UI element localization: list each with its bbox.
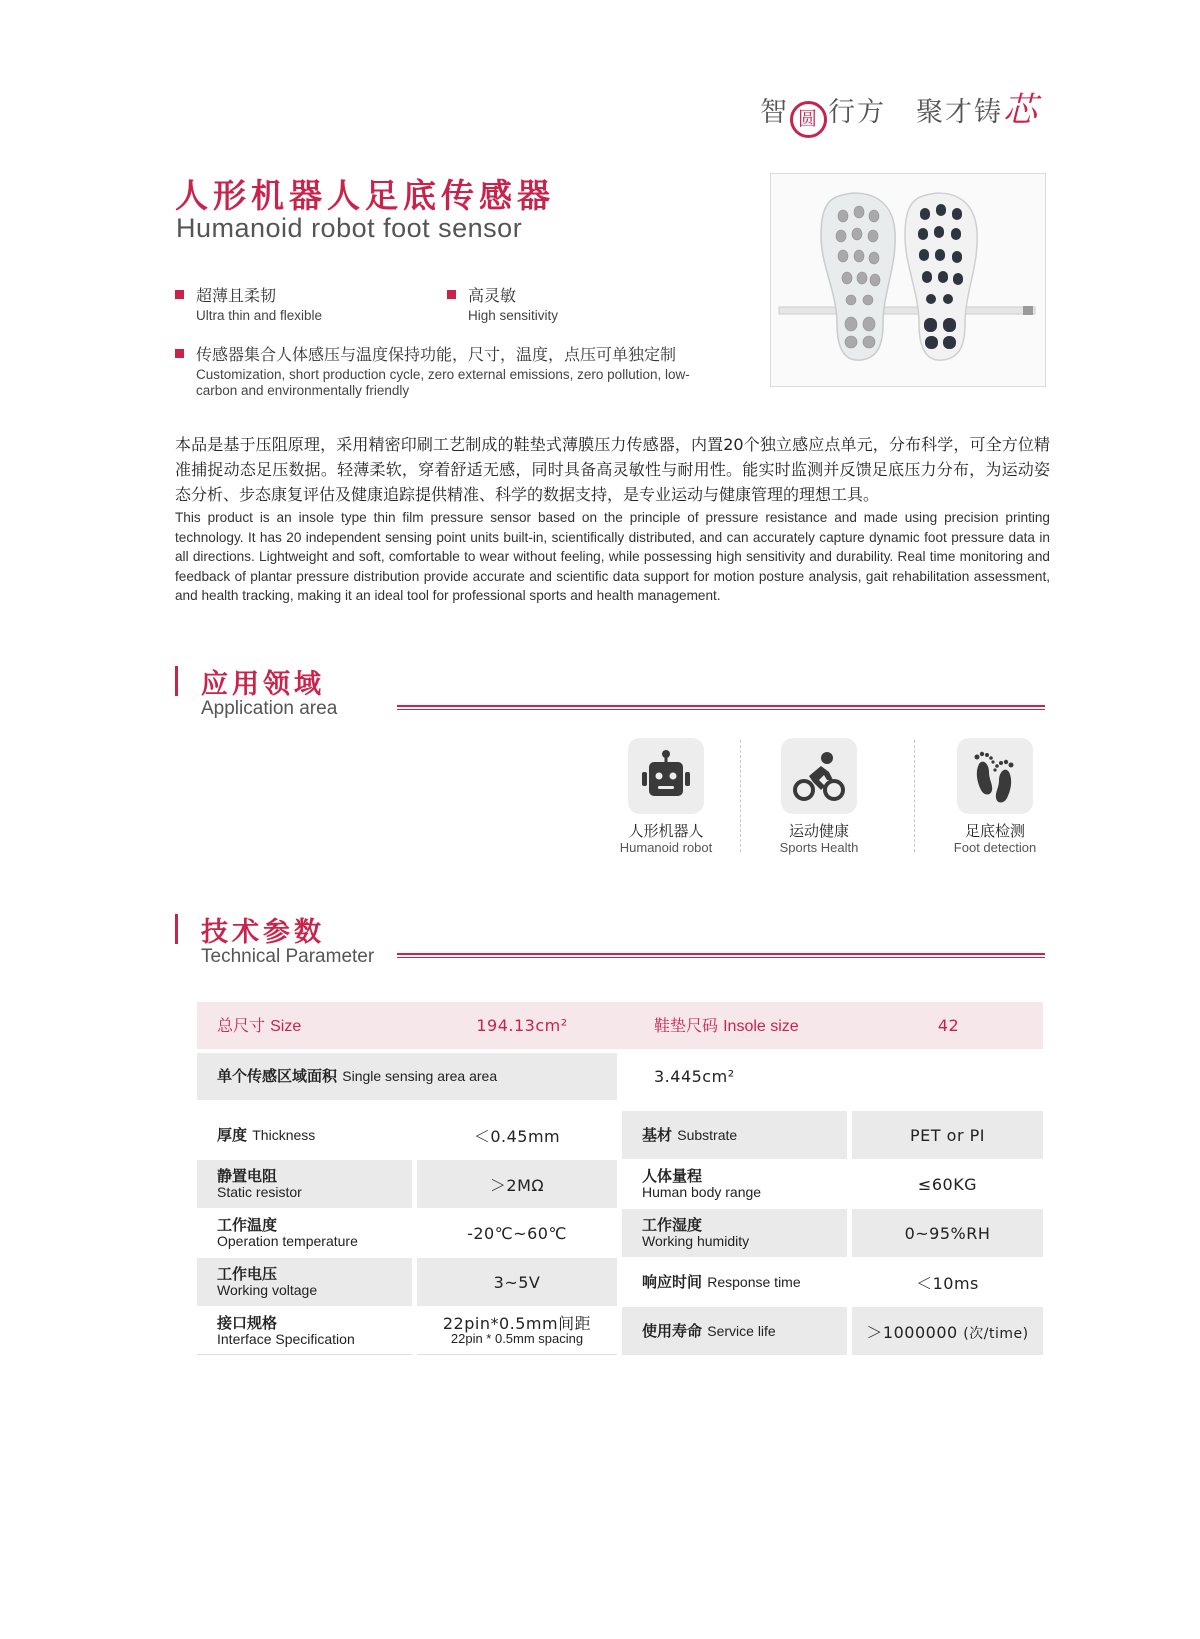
feature-item bbox=[447, 283, 558, 324]
feature-cn: 超薄且柔韧 bbox=[196, 286, 277, 305]
robot-icon bbox=[628, 738, 704, 814]
feature-en: Ultra thin and flexible bbox=[196, 308, 323, 323]
spec-value-voltage: 3~5V bbox=[417, 1258, 617, 1306]
section-title-application: 应用领域 bbox=[201, 669, 325, 700]
spec-key-static-resistor: 静置电阻 Static resistor bbox=[197, 1160, 412, 1208]
product-photo bbox=[770, 173, 1046, 387]
brand-text-2: 行方 bbox=[828, 97, 886, 128]
spec-value-response: ＜10ms bbox=[916, 1273, 979, 1293]
spec-key-size: 总尺寸 Size bbox=[217, 1015, 302, 1035]
application-item-foot bbox=[935, 738, 1055, 855]
spec-key-insole: 鞋垫尺码 Insole size bbox=[654, 1015, 799, 1035]
application-label-en: Foot detection bbox=[953, 840, 1037, 855]
spec-value-interface: 22pin*0.5mm间距 22pin * 0.5mm spacing bbox=[417, 1307, 617, 1355]
cyclist-icon bbox=[781, 738, 857, 814]
brand-slogan bbox=[760, 82, 1039, 138]
spec-value-static-resistor: ＞2MΩ bbox=[417, 1160, 617, 1208]
spec-key-thickness: 厚度 Thickness bbox=[217, 1125, 316, 1144]
application-label-cn: 运动健康 bbox=[788, 822, 849, 840]
spec-value-service-life: ＞1000000 (次/time) bbox=[852, 1307, 1043, 1355]
spec-key-substrate: 基材 Substrate bbox=[622, 1111, 847, 1159]
description-cn: 本品是基于压阻原理，采用精密印刷工艺制成的鞋垫式薄膜压力传感器，内置20个独立感应点单元，分布科学，可全方位精准捕捉动态足压数据。轻薄柔软，穿着舒适无感，同时具备高灵敏性与耐用性。能实时监测并反馈足底压力分布，为运动姿态分析、步态康复评估及健康追踪提供精准、科学的数据支持，是专业运动与健康管理的理想工具。 bbox=[175, 435, 1050, 504]
application-label-cn: 足底检测 bbox=[964, 822, 1025, 840]
spec-key-response: 响应时间 Response time bbox=[642, 1272, 801, 1291]
footprints-icon bbox=[957, 738, 1033, 814]
feature-cn: 高灵敏 bbox=[468, 286, 517, 305]
feature-en: High sensitivity bbox=[468, 308, 559, 323]
application-label-en: Humanoid robot bbox=[619, 840, 713, 855]
spec-key-temperature: 工作温度 Operation temperature bbox=[217, 1216, 358, 1249]
divider bbox=[914, 740, 915, 852]
section-subtitle-application: Application area bbox=[201, 698, 338, 719]
spec-value-substrate: PET or PI bbox=[852, 1111, 1043, 1159]
application-item-sports bbox=[759, 738, 879, 855]
spec-value-size: 194.13cm² bbox=[476, 1016, 568, 1035]
feature-item bbox=[175, 342, 715, 399]
feature-item bbox=[175, 283, 322, 324]
application-label-en: Sports Health bbox=[779, 840, 859, 855]
application-item-robot bbox=[606, 738, 726, 855]
spec-value-temperature: -20℃~60℃ bbox=[467, 1223, 567, 1243]
spec-value-humidity: 0~95%RH bbox=[852, 1209, 1043, 1257]
section-bar bbox=[175, 914, 178, 944]
spec-key-single-area: 单个传感区域面积 Single sensing area area bbox=[197, 1053, 617, 1100]
section-title-tech: 技术参数 bbox=[201, 917, 325, 948]
divider bbox=[740, 740, 741, 852]
brand-text-1: 智 bbox=[760, 97, 789, 128]
feature-cn: 传感器集合人体感压与温度保持功能，尺寸，温度，点压可单独定制 bbox=[196, 345, 677, 364]
brand-flair-char: 芯 bbox=[1003, 90, 1039, 130]
spec-value-body-range: ≤60KG bbox=[917, 1174, 978, 1194]
spec-value-thickness: ＜0.45mm bbox=[473, 1126, 561, 1146]
spec-value-insole: 42 bbox=[937, 1016, 960, 1035]
spec-key-voltage: 工作电压 Working voltage bbox=[197, 1258, 412, 1306]
bullet-square-icon bbox=[175, 349, 184, 358]
section-rule bbox=[397, 705, 1045, 710]
section-subtitle-tech: Technical Parameter bbox=[201, 946, 375, 967]
brand-text-3: 聚才铸 bbox=[916, 97, 1003, 128]
brand-ring-char: 圆 bbox=[790, 101, 827, 138]
feature-en: Customization, short production cycle, zero external emissions, zero pollution, low-carbon and environmentally friendly bbox=[196, 367, 690, 398]
section-bar bbox=[175, 666, 178, 696]
spec-key-body-range: 人体量程 Human body range bbox=[642, 1167, 762, 1200]
insole-sensor-image bbox=[771, 174, 1045, 386]
description-en: This product is an insole type thin film pressure sensor based on the principle of pressure resistance and made using precision printing technology. It has 20 independent sensing point units built-in, scientifically distributed, and can accurately capture dynamic foot pressure data in all directions. Lightweight and soft, comfortable to wear without feeling, while possessing high sensitivity and durability. Real time monitoring and feedback of plantar pressure distribution provide accurate and scientific data support for motion posture analysis, gait rehabilitation assessment, and health tracking, making it an ideal tool for professional sports and health management. bbox=[175, 510, 1050, 604]
spec-key-humidity: 工作湿度 Working humidity bbox=[622, 1209, 847, 1257]
spec-key-interface: 接口规格 Interface Specification bbox=[197, 1307, 412, 1355]
bullet-square-icon bbox=[175, 290, 184, 299]
page-title: 人形机器人足底传感器 bbox=[175, 176, 555, 215]
spec-key-service-life: 使用寿命 Service life bbox=[622, 1307, 847, 1355]
application-label-cn: 人形机器人 bbox=[628, 822, 704, 840]
page-subtitle: Humanoid robot foot sensor bbox=[176, 213, 523, 243]
section-rule bbox=[397, 953, 1045, 958]
bullet-square-icon bbox=[447, 290, 456, 299]
spec-value-single-area: 3.445cm² bbox=[654, 1067, 735, 1086]
